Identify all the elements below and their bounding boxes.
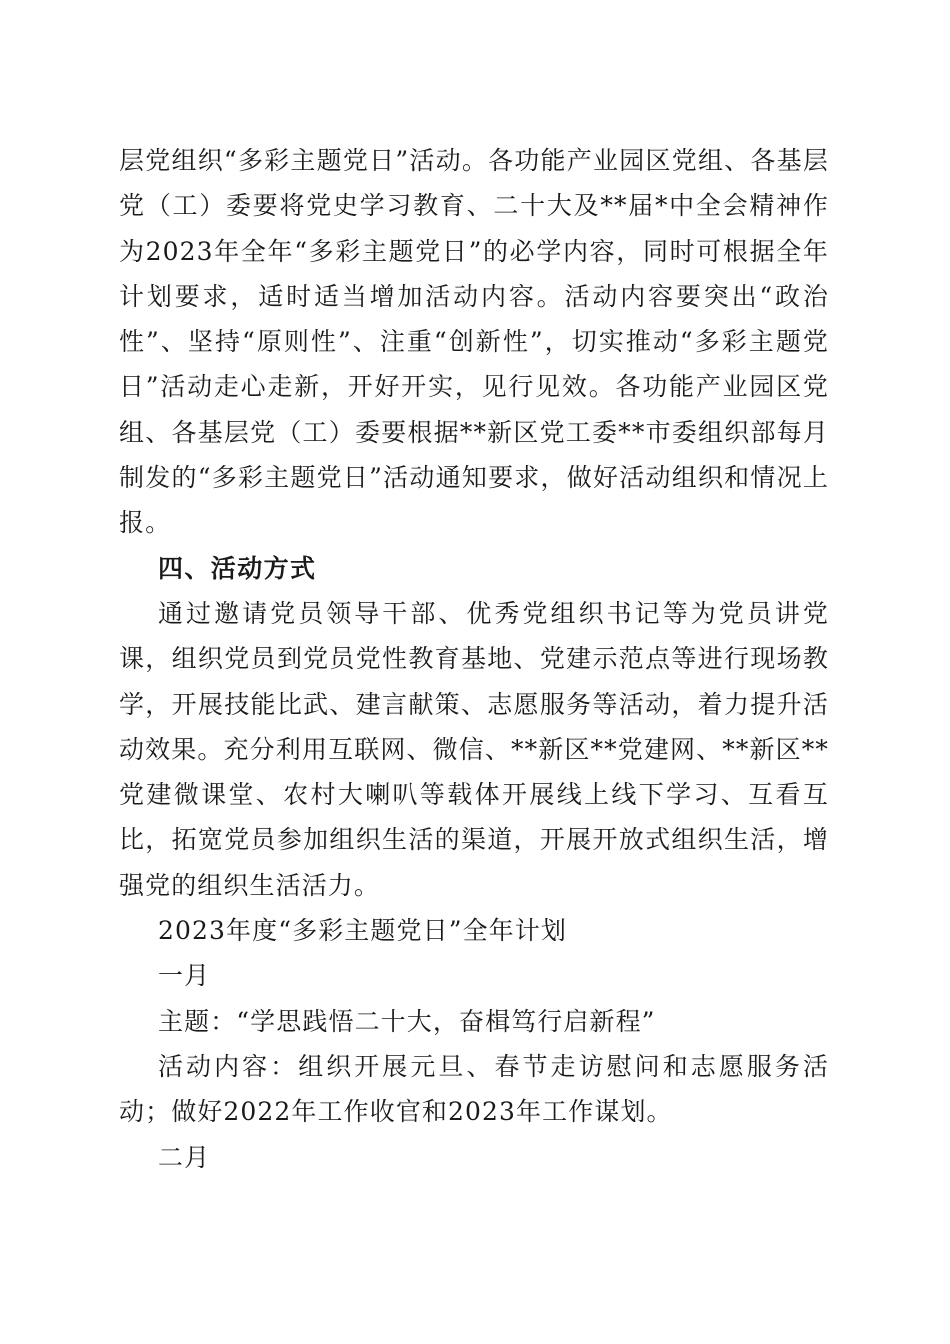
january-activity: 活动内容：组织开展元旦、春节走访慰问和志愿服务活动；做好2022年工作收官和2023年工作谋划。 — [119, 1051, 829, 1127]
month-february: 二月 — [158, 1142, 211, 1172]
plan-title: 2023年度“多彩主题党日”全年计划 — [158, 916, 567, 946]
paragraph-continuation: 层党组织“多彩主题党日”活动。各功能产业园区党组、各基层党（工）委要将党史学习教育、二十大及**届*中全会精神作为2023年全年“多彩主题党日”的必学内容，同时可根据全年计划要求，适时适当增加活动内容。活动内容要突出“政治性”、坚持“原则性”、注重“创新性”，切实推动“多彩主题党日”活动走心走新，开好开实，见行见效。各功能产业园区党组、各基层党（工）委要根据**新区党工委**市委组织部每月制发的“多彩主题党日”活动通知要求，做好活动组织和情况上报。 — [119, 146, 829, 538]
january-theme: 主题：“学思践悟二十大，奋楫笃行启新程” — [158, 1006, 656, 1036]
section-heading-activity-methods: 四、活动方式 — [158, 553, 317, 583]
paragraph-activity-methods: 通过邀请党员领导干部、优秀党组织书记等为党员讲党课，组织党员到党员党性教育基地、党建示范点等进行现场教学，开展技能比武、建言献策、志愿服务等活动，着力提升活动效果。充分利用互联网、微信、**新区**党建网、**新区**党建微课堂、农村大喇叭等载体开展线上线下学习、互看互比，拓宽党员参加组织生活的渠道，开展开放式组织生活，增强党的组织生活活力。 — [119, 598, 829, 900]
month-january: 一月 — [158, 961, 211, 991]
document-body — [119, 138, 829, 1180]
